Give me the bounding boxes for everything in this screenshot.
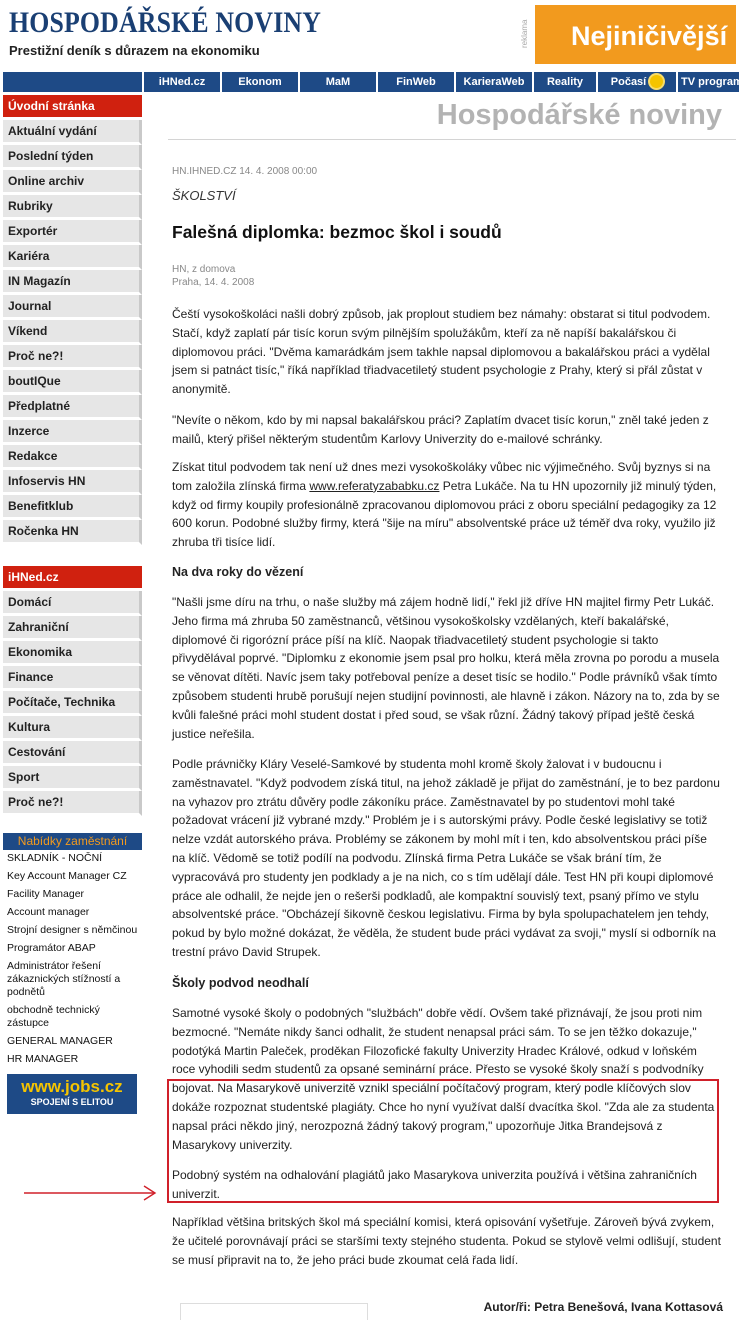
byline-source: HN, z domova [172,264,236,275]
top-nav-spacer [3,72,142,92]
ad-label: reklama [520,19,529,49]
sidebar-item-active[interactable]: Úvodní stránka [3,95,142,120]
paragraph-2 [172,411,722,449]
paragraph-text: "Našli jsme díru na trhu, o naše služby má zájem hodně lidí," řekl již dříve HN majitel firmy Petr Lukáč. Jeho firma má zhruba 50 zaměstnanců, většinou vysokoškolsky vzdělaných, kteří bakalářské, diplomové či rigorózní práce píší na klíč. Naopak třiadvacetiletý student psychologie si takto přivydělával poprvé. "Diplomku z ekonomie jsem psal pro holku, která měla zrovna po porodu a musela se věnovat dítěti. Navíc jsem taky potřeboval peníze a deset tisíc se hodilo." Podle právníků však tímto způsobem studenti hrubě porušují nejen studijní povinnosti, ale hlavně i zákon. Názory na to, zda by se kvůli falešné práci mohl student dostat i před soud, se však různí. Žádný takový případ ještě česká justice neřešila. [172,595,720,741]
job-link[interactable]: Programátor ABAP [7,942,96,954]
sidebar-item[interactable]: Poslední týden [3,145,142,170]
sidebar-item[interactable]: boutIQue [3,370,142,395]
jobs-cz-logo[interactable] [7,1074,137,1114]
article-headline: Falešná diplomka: bezmoc škol i soudů [172,222,502,242]
sidebar-item[interactable]: Sport [3,766,142,791]
paragraph-text: Petra Lukáče. Na tu HN upozornily již minulý týden, když od firmy koupily profesionálně zpracovanou diplomovou práci z oboru speciální pedagogiky za 12 600 korun. Podobné služby firmy, která "šije na míru" absolventské práce už téměř dva roky, využilo již zhruba tři tisíce lidí. [172,478,717,550]
sidebar-item[interactable]: Kariéra [3,245,142,270]
sidebar-item[interactable]: Předplatné [3,395,142,420]
sidebar-item[interactable]: Víkend [3,320,142,345]
sidebar-item[interactable]: Kultura [3,716,142,741]
job-link[interactable]: obchodně technický zástupce [7,1004,100,1029]
sidebar-ihned [3,566,142,816]
nav-karieraweb[interactable]: KarieraWeb [456,72,532,92]
sidebar-item[interactable]: Ekonomika [3,641,142,666]
paragraph-8 [172,1213,722,1269]
sidebar-main [3,95,142,545]
sidebar-item[interactable]: Inzerce [3,420,142,445]
job-link[interactable]: SKLADNÍK - NOČNÍ [7,852,103,864]
header-divider [168,139,736,140]
sidebar-item[interactable]: Infoservis HN [3,470,142,495]
jobs-title: Nabídky zaměstnání [3,833,142,850]
paragraph-4 [172,593,722,743]
article-byline [172,264,254,289]
paragraph-1 [172,305,722,399]
red-arrow-icon [24,1185,159,1201]
paragraph-3 [172,458,722,552]
article-source-date: HN.IHNED.CZ 14. 4. 2008 00:00 [172,166,318,177]
sidebar-item[interactable]: Cestování [3,741,142,766]
paragraph-text: Čeští vysokoškoláci našli dobrý způsob, jak proplout studiem bez námahy: obstarat si titul podvodem. Stačí, když zaplatí pár tisíc korun svým pilnějším spolužákům, kteří za ně napíší bakalářskou či diplomovou práci. "Dvěma kamarádkám jsem takhle napsal diplomovou a bakalářskou práci a vydělal jsem si patnáct tisíc," říká například třiadvacetiletý student psychologie z Prahy, který si přál zůstat v anonymitě. [172,307,711,397]
footer-box [180,1303,368,1320]
sidebar-item[interactable]: Domácí [3,591,142,616]
nav-pocasi-label: Počasí [610,76,647,88]
jobs-box [3,833,142,1114]
job-link[interactable]: GENERAL MANAGER [7,1035,113,1047]
sidebar-item[interactable]: Ročenka HN [3,520,142,545]
sidebar-item-active[interactable]: iHNed.cz [3,566,142,591]
article-section: ŠKOLSTVÍ [172,188,236,203]
ad-banner[interactable] [535,5,751,64]
nav-ihned[interactable]: iHNed.cz [144,72,220,92]
site-logo[interactable]: HOSPODÁŘSKÉ NOVINY [9,6,322,39]
paragraph-5 [172,755,722,962]
sidebar-item[interactable]: Rubriky [3,195,142,220]
sidebar-item[interactable]: Benefitklub [3,495,142,520]
nav-ekonom[interactable]: Ekonom [222,72,298,92]
sidebar-item[interactable]: Zahraniční [3,616,142,641]
job-link[interactable]: HR MANAGER [7,1053,79,1065]
section-brand: Hospodářské noviny [436,99,722,131]
jobs-logo-sub: SPOJENÍ S ELITOU [30,1097,114,1107]
subheading-1: Na dva roky do vězení [172,565,304,579]
byline-place-date: Praha, 14. 4. 2008 [172,276,255,288]
firm-website-link[interactable]: www.referatyzababku.cz [309,478,440,493]
job-link[interactable]: Strojní designer s němčinou [7,924,138,936]
sidebar-item[interactable]: Počítače, Technika [3,691,142,716]
sidebar-item[interactable]: Redakce [3,445,142,470]
nav-finweb[interactable]: FinWeb [378,72,454,92]
sidebar-item[interactable]: IN Magazín [3,270,142,295]
paragraph-text: Podle právničky Kláry Veselé-Samkové by studenta mohl kromě školy žalovat i v budoucnu i zaměstnavatel. "Když podvodem získá titul, na jehož základě je přijat do zaměstnání, je to bez pardonu na vyhazov pro ztrátu důvěry podle zákoníku práce. Zaměstnavatel by po studentovi mohl také požadovat vrácení již vybrané mzdy." Problém je i s autorskými právy. Podle české legislativy se totiž nelze vzdát autorského práva. Problémy se zákonem by mohl mít i ten, kdo absolventskou práci píše na klíč. Vědomě se totiž podílí na podvodu. Zlínská firma Petra Lukáče se však brání tím, že vypracovává pro studenty jen podklady a je na nich, co s tím udělají dále. Test HN při koupi diplomové práce ale odhalil, že nejde jen o rešerši podkladů, ale kompaktní souvislý text, psaný přímo ve stylu absolventské práce. "Obcházejí šikovně českou legislativu. Firma by byla spolupachatelem jen tehdy, pokud by bylo možné dokázat, že věděla, že student bude práci vydávat za svoji," myslí si odborník na trestní právo David Strupek. [172,757,720,959]
sidebar-item[interactable]: Online archiv [3,170,142,195]
nav-pocasi[interactable] [598,72,676,92]
sun-icon [650,75,663,88]
site-tagline: Prestižní deník s důrazem na ekonomiku [9,43,260,58]
sidebar-item[interactable]: Journal [3,295,142,320]
sidebar-item[interactable]: Proč ne?! [3,345,142,370]
paragraph-text: Samotné vysoké školy o podobných "službách" dobře vědí. Ovšem také přiznávají, že jsou proti nim bezmocné. "Nemáte nikdy šanci odhalit, že student nenapsal práci sám. To se jen těžko dokazuje," podotýká Martin Paleček, proděkan Filozofické fakulty Univerzity Hradec Králové, odkud v loňském roce vyhodili sedm studentů za opsané seminární práce. Přesto se vysoké školy snaží s podvodníky bojovat. Na Masarykově univerzitě vznikl speciální počítačový program, který podle klíčových slov dokáže rozpoznat studentské plagiáty. Chce ho nyní využívat další dvacítka škol. "Zda ale za studenta napsal práci někdo jiný, nerozpozná žádný takový program," upozorňuje Jitka Brandejsová z Masarykovy univerzity. [172,1006,715,1152]
highlight-box [167,1079,719,1203]
job-link[interactable]: Facility Manager [7,888,85,900]
job-link[interactable]: Administrátor řešení zákaznických stížností a podnětů [7,960,121,998]
jobs-logo-main: www.jobs.cz [21,1077,123,1096]
nav-mam[interactable]: MaM [300,72,376,92]
subheading-2: Školy podvod neodhalí [172,976,309,990]
paragraph-text: "Nevíte o někom, kdo by mi napsal bakalářskou práci? Zaplatím dvacet tisíc korun," zněl také jeden z mailů, který přišel některým studentům Karlovy Univerzity do e-mailové schránky. [172,413,709,446]
job-link[interactable]: Account manager [7,906,90,918]
ad-banner-text: Nejiničivější b [571,21,751,51]
paragraph-text: Například většina britských škol má speciální komisi, která opisování vyšetřuje. Zároveň bývá zvykem, že učitelé porovnávají práci se staršími texty stejného studenta. Pokud se stylově velmi odlišují, student se musí připravit na to, že jeho práci bude zkoumat celá řada lidí. [172,1215,721,1267]
sidebar-item[interactable]: Proč ne?! [3,791,142,816]
nav-tv-program[interactable]: TV program [678,72,739,92]
paragraph-text: Podobný systém na odhalování plagiátů jako Masarykova univerzita používá i většina zahraničních univerzit. [172,1168,697,1201]
top-navigation [3,72,743,92]
job-link[interactable]: Key Account Manager CZ [7,870,127,882]
sidebar-item[interactable]: Finance [3,666,142,691]
nav-reality[interactable]: Reality [534,72,596,92]
paragraph-text: Získat titul podvodem tak není už dnes mezi vysokoškoláky vůbec nic výjimečného. Svůj byznys si na tom založila zlínská firma [172,460,711,493]
sidebar-item[interactable]: Exportér [3,220,142,245]
article-authors: Autor/ři: Petra Benešová, Ivana Kottasová [483,1300,723,1314]
sidebar-item[interactable]: Aktuální vydání [3,120,142,145]
